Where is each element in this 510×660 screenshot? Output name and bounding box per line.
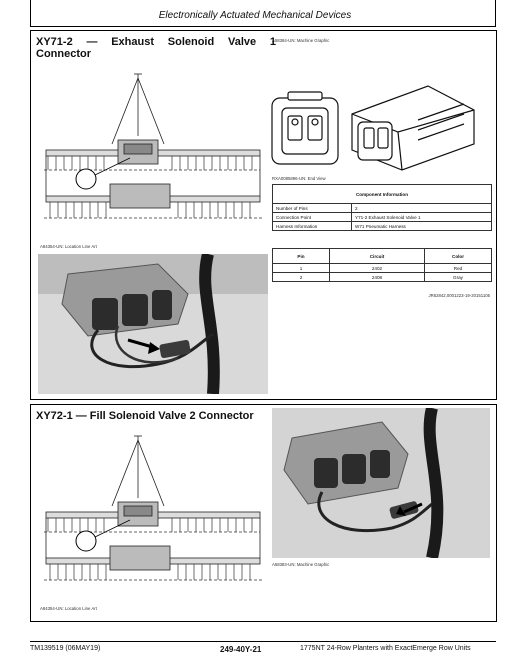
section2-machine-graphic-caption: A58383-UN: Machine Graphic bbox=[272, 562, 330, 567]
table-cell: Y71-2 Exhaust Solenoid Valve 1 bbox=[352, 213, 492, 222]
connector-end-view-drawing bbox=[268, 80, 486, 172]
table-cell: Harness Information bbox=[273, 222, 352, 231]
table-row bbox=[273, 222, 492, 231]
pin-table-header-row bbox=[273, 249, 492, 264]
page-header-title: Electronically Actuated Mechanical Devices bbox=[158, 10, 352, 21]
table-cell: Connection Point bbox=[273, 213, 352, 222]
fill-valve-machine-photo bbox=[272, 408, 490, 558]
table-cell: 2 bbox=[273, 273, 330, 282]
component-information-table bbox=[272, 184, 492, 231]
table-cell: 2 bbox=[352, 204, 492, 213]
table-cell: W71 Pneumatic Harness bbox=[352, 222, 492, 231]
footer-rule bbox=[30, 641, 496, 642]
planter-location-line-art bbox=[38, 66, 268, 242]
section2-title: XY72-1 — Fill Solenoid Valve 2 Connector bbox=[36, 410, 254, 422]
table-row bbox=[273, 213, 492, 222]
section2-location-caption: A84354-UN: Location Line Art bbox=[40, 606, 97, 611]
section1-reference-id: JR62842,0001223-19-20151105 bbox=[428, 293, 490, 298]
table-cell: 2402 bbox=[330, 264, 425, 273]
section1-title-line2: Connector bbox=[36, 48, 91, 60]
pin-column-header: Pin bbox=[273, 249, 330, 264]
table-row bbox=[273, 264, 492, 273]
section1-end-view-caption: RXA0085896-UN: End View bbox=[272, 176, 326, 181]
planter-location-line-art-2 bbox=[38, 428, 268, 604]
section1-location-caption: A84354-UN: Location Line Art bbox=[40, 244, 97, 249]
component-table-heading: Component Information bbox=[273, 185, 492, 204]
circuit-column-header: Circuit bbox=[330, 249, 425, 264]
table-cell: 1 bbox=[273, 264, 330, 273]
table-row bbox=[273, 204, 492, 213]
table-cell: Number of Pins bbox=[273, 204, 352, 213]
footer-page-number: 249-40Y-21 bbox=[220, 645, 262, 654]
footer-manual-id: TM139519 (06MAY19) bbox=[30, 645, 101, 652]
header-rule bbox=[30, 26, 496, 27]
section1-title-line1: XY71-2 — Exhaust Solenoid Valve 1 bbox=[36, 36, 276, 48]
table-cell: Gray bbox=[425, 273, 492, 282]
exhaust-valve-machine-photo bbox=[38, 254, 268, 394]
pin-circuit-table bbox=[272, 248, 492, 282]
table-row bbox=[273, 273, 492, 282]
section1-machine-graphic-caption: A58384-UN: Machine Graphic bbox=[272, 38, 330, 43]
table-cell: Red bbox=[425, 264, 492, 273]
section1-title bbox=[36, 36, 276, 60]
component-table-heading-row bbox=[273, 185, 492, 204]
color-column-header: Color bbox=[425, 249, 492, 264]
table-cell: 2408 bbox=[330, 273, 425, 282]
footer-product-title: 1775NT 24-Row Planters with ExactEmerge Row Units bbox=[300, 645, 471, 652]
